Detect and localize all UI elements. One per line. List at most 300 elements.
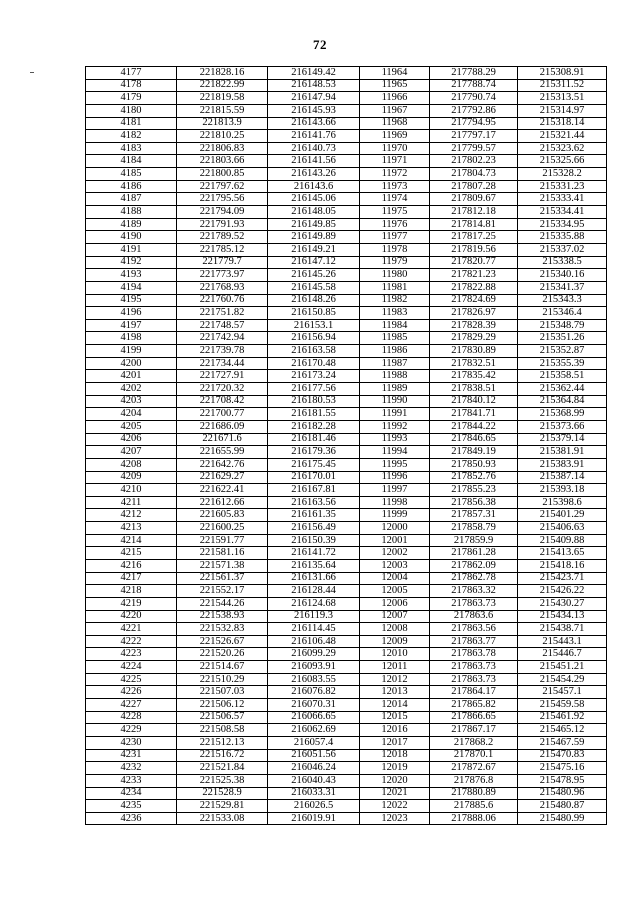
point-number-cell: 12017 [360,736,430,749]
y-coordinate-cell: 216148.05 [268,206,360,219]
point-number-cell: 4216 [86,559,177,572]
point-number-cell: 4203 [86,395,177,408]
point-number-cell: 4233 [86,774,177,787]
y-coordinate-cell: 215352.87 [518,345,607,358]
point-number-cell: 4200 [86,357,177,370]
x-coordinate-cell: 221532.83 [177,623,268,636]
y-coordinate-cell: 216173.24 [268,370,360,383]
point-number-cell: 11989 [360,383,430,396]
point-number-cell: 12013 [360,686,430,699]
y-coordinate-cell: 216147.94 [268,92,360,105]
y-coordinate-cell: 216119.3 [268,610,360,623]
point-number-cell: 12000 [360,522,430,535]
x-coordinate-cell: 217809.67 [430,193,518,206]
point-number-cell: 4224 [86,661,177,674]
table-row [86,572,607,585]
x-coordinate-cell: 221512.13 [177,736,268,749]
y-coordinate-cell: 215423.71 [518,572,607,585]
point-number-cell: 12023 [360,812,430,825]
table-row [86,471,607,484]
x-coordinate-cell: 221525.38 [177,774,268,787]
x-coordinate-cell: 217840.12 [430,395,518,408]
y-coordinate-cell: 215373.66 [518,420,607,433]
y-coordinate-cell: 215341.37 [518,281,607,294]
y-coordinate-cell: 216141.76 [268,130,360,143]
x-coordinate-cell: 217844.22 [430,420,518,433]
point-number-cell: 12001 [360,534,430,547]
x-coordinate-cell: 221806.83 [177,142,268,155]
point-number-cell: 4221 [86,623,177,636]
x-coordinate-cell: 221815.59 [177,104,268,117]
point-number-cell: 4226 [86,686,177,699]
table-row [86,130,607,143]
table-row [86,67,607,80]
x-coordinate-cell: 217788.29 [430,67,518,80]
x-coordinate-cell: 217863.32 [430,585,518,598]
point-number-cell: 4214 [86,534,177,547]
y-coordinate-cell: 216141.56 [268,155,360,168]
y-coordinate-cell: 216149.42 [268,67,360,80]
table-row [86,395,607,408]
point-number-cell: 12006 [360,597,430,610]
y-coordinate-cell: 215368.99 [518,408,607,421]
x-coordinate-cell: 217863.73 [430,661,518,674]
y-coordinate-cell: 216066.65 [268,711,360,724]
x-coordinate-cell: 221739.78 [177,345,268,358]
point-number-cell: 4211 [86,496,177,509]
x-coordinate-cell: 221520.26 [177,648,268,661]
x-coordinate-cell: 217841.71 [430,408,518,421]
y-coordinate-cell: 216156.49 [268,522,360,535]
y-coordinate-cell: 215446.7 [518,648,607,661]
x-coordinate-cell: 221791.93 [177,218,268,231]
table-row [86,522,607,535]
point-number-cell: 12003 [360,559,430,572]
table-row [86,307,607,320]
table-row [86,787,607,800]
point-number-cell: 11983 [360,307,430,320]
x-coordinate-cell: 217852.76 [430,471,518,484]
x-coordinate-cell: 221686.09 [177,420,268,433]
y-coordinate-cell: 215355.39 [518,357,607,370]
y-coordinate-cell: 215335.88 [518,231,607,244]
x-coordinate-cell: 221507.03 [177,686,268,699]
y-coordinate-cell: 215346.4 [518,307,607,320]
table-row [86,180,607,193]
x-coordinate-cell: 217828.39 [430,319,518,332]
x-coordinate-cell: 217888.06 [430,812,518,825]
point-number-cell: 11984 [360,319,430,332]
point-number-cell: 12018 [360,749,430,762]
point-number-cell: 11995 [360,458,430,471]
y-coordinate-cell: 215457.1 [518,686,607,699]
x-coordinate-cell: 221785.12 [177,243,268,256]
y-coordinate-cell: 216026.5 [268,800,360,813]
point-number-cell: 4177 [86,67,177,80]
y-coordinate-cell: 215308.91 [518,67,607,80]
point-number-cell: 4227 [86,699,177,712]
point-number-cell: 4215 [86,547,177,560]
x-coordinate-cell: 221600.25 [177,522,268,535]
point-number-cell: 12015 [360,711,430,724]
y-coordinate-cell: 215480.99 [518,812,607,825]
y-coordinate-cell: 215434.13 [518,610,607,623]
y-coordinate-cell: 216179.36 [268,446,360,459]
point-number-cell: 4189 [86,218,177,231]
x-coordinate-cell: 221516.72 [177,749,268,762]
point-number-cell: 4228 [86,711,177,724]
x-coordinate-cell: 217821.23 [430,269,518,282]
point-number-cell: 11968 [360,117,430,130]
table-row [86,319,607,332]
y-coordinate-cell: 216175.45 [268,458,360,471]
point-number-cell: 11997 [360,484,430,497]
y-coordinate-cell: 216150.85 [268,307,360,320]
y-coordinate-cell: 216177.56 [268,383,360,396]
point-number-cell: 4201 [86,370,177,383]
point-number-cell: 4204 [86,408,177,421]
table-row [86,231,607,244]
x-coordinate-cell: 217855.23 [430,484,518,497]
y-coordinate-cell: 216149.89 [268,231,360,244]
y-coordinate-cell: 216070.31 [268,699,360,712]
table-row [86,370,607,383]
y-coordinate-cell: 216145.26 [268,269,360,282]
x-coordinate-cell: 221727.91 [177,370,268,383]
point-number-cell: 11964 [360,67,430,80]
x-coordinate-cell: 217872.67 [430,762,518,775]
y-coordinate-cell: 215409.88 [518,534,607,547]
y-coordinate-cell: 216163.58 [268,345,360,358]
page-number: 72 [313,37,327,52]
x-coordinate-cell: 221544.26 [177,597,268,610]
x-coordinate-cell: 217863.77 [430,635,518,648]
point-number-cell: 4194 [86,281,177,294]
x-coordinate-cell: 221528.9 [177,787,268,800]
point-number-cell: 4188 [86,206,177,219]
point-number-cell: 12019 [360,762,430,775]
point-number-cell: 4222 [86,635,177,648]
y-coordinate-cell: 216140.73 [268,142,360,155]
point-number-cell: 11988 [360,370,430,383]
x-coordinate-cell: 221533.08 [177,812,268,825]
x-coordinate-cell: 217846.65 [430,433,518,446]
y-coordinate-cell: 216124.68 [268,597,360,610]
x-coordinate-cell: 221779.7 [177,256,268,269]
x-coordinate-cell: 217794.95 [430,117,518,130]
point-number-cell: 11967 [360,104,430,117]
x-coordinate-cell: 217880.89 [430,787,518,800]
y-coordinate-cell: 216145.93 [268,104,360,117]
point-number-cell: 11993 [360,433,430,446]
x-coordinate-cell: 221720.32 [177,383,268,396]
y-coordinate-cell: 216170.01 [268,471,360,484]
y-coordinate-cell: 216149.85 [268,218,360,231]
point-number-cell: 11994 [360,446,430,459]
x-coordinate-cell: 217799.57 [430,142,518,155]
x-coordinate-cell: 217797.17 [430,130,518,143]
y-coordinate-cell: 216135.64 [268,559,360,572]
point-number-cell: 4192 [86,256,177,269]
table-row [86,420,607,433]
y-coordinate-cell: 215338.5 [518,256,607,269]
point-number-cell: 4180 [86,104,177,117]
x-coordinate-cell: 221708.42 [177,395,268,408]
table-row [86,749,607,762]
point-number-cell: 11972 [360,168,430,181]
x-coordinate-cell: 221828.16 [177,67,268,80]
y-coordinate-cell: 216131.66 [268,572,360,585]
point-number-cell: 4190 [86,231,177,244]
x-coordinate-cell: 217824.69 [430,294,518,307]
table-row [86,800,607,813]
table-row [86,243,607,256]
x-coordinate-cell: 221506.12 [177,699,268,712]
y-coordinate-cell: 216051.56 [268,749,360,762]
x-coordinate-cell: 221700.77 [177,408,268,421]
y-coordinate-cell: 216033.31 [268,787,360,800]
y-coordinate-cell: 215413.65 [518,547,607,560]
x-coordinate-cell: 217863.56 [430,623,518,636]
y-coordinate-cell: 216153.1 [268,319,360,332]
table-row [86,547,607,560]
y-coordinate-cell: 216148.26 [268,294,360,307]
x-coordinate-cell: 221591.77 [177,534,268,547]
x-coordinate-cell: 217863.6 [430,610,518,623]
x-coordinate-cell: 217829.29 [430,332,518,345]
x-coordinate-cell: 221813.9 [177,117,268,130]
y-coordinate-cell: 216145.58 [268,281,360,294]
y-coordinate-cell: 216114.45 [268,623,360,636]
y-coordinate-cell: 216147.12 [268,256,360,269]
point-number-cell: 12005 [360,585,430,598]
table-row [86,623,607,636]
x-coordinate-cell: 217863.73 [430,673,518,686]
table-row [86,117,607,130]
y-coordinate-cell: 215381.91 [518,446,607,459]
y-coordinate-cell: 215321.44 [518,130,607,143]
y-coordinate-cell: 215461.92 [518,711,607,724]
point-number-cell: 11970 [360,142,430,155]
y-coordinate-cell: 215465.12 [518,724,607,737]
y-coordinate-cell: 216181.55 [268,408,360,421]
y-coordinate-cell: 215328.2 [518,168,607,181]
point-number-cell: 4217 [86,572,177,585]
y-coordinate-cell: 215438.71 [518,623,607,636]
point-number-cell: 4181 [86,117,177,130]
point-number-cell: 11982 [360,294,430,307]
point-number-cell: 4196 [86,307,177,320]
y-coordinate-cell: 215362.44 [518,383,607,396]
x-coordinate-cell: 217885.6 [430,800,518,813]
y-coordinate-cell: 215348.79 [518,319,607,332]
x-coordinate-cell: 221789.52 [177,231,268,244]
point-number-cell: 11979 [360,256,430,269]
x-coordinate-cell: 217863.78 [430,648,518,661]
y-coordinate-cell: 216148.53 [268,79,360,92]
x-coordinate-cell: 221671.6 [177,433,268,446]
y-coordinate-cell: 215379.14 [518,433,607,446]
y-coordinate-cell: 216083.55 [268,673,360,686]
x-coordinate-cell: 221734.44 [177,357,268,370]
x-coordinate-cell: 221822.99 [177,79,268,92]
point-number-cell: 12007 [360,610,430,623]
x-coordinate-cell: 217876.8 [430,774,518,787]
table-row [86,736,607,749]
x-coordinate-cell: 217864.17 [430,686,518,699]
point-number-cell: 12009 [360,635,430,648]
point-number-cell: 12011 [360,661,430,674]
point-number-cell: 11985 [360,332,430,345]
point-number-cell: 4184 [86,155,177,168]
point-number-cell: 4218 [86,585,177,598]
y-coordinate-cell: 215334.41 [518,206,607,219]
table-row [86,635,607,648]
point-number-cell: 12004 [360,572,430,585]
table-row [86,509,607,522]
x-coordinate-cell: 221768.93 [177,281,268,294]
y-coordinate-cell: 216057.4 [268,736,360,749]
y-coordinate-cell: 215364.84 [518,395,607,408]
point-number-cell: 11987 [360,357,430,370]
point-number-cell: 4207 [86,446,177,459]
y-coordinate-cell: 215387.14 [518,471,607,484]
y-coordinate-cell: 215480.87 [518,800,607,813]
x-coordinate-cell: 221655.99 [177,446,268,459]
table-row [86,762,607,775]
table-row [86,686,607,699]
x-coordinate-cell: 221773.97 [177,269,268,282]
y-coordinate-cell: 215314.97 [518,104,607,117]
x-coordinate-cell: 221538.93 [177,610,268,623]
table-row [86,79,607,92]
y-coordinate-cell: 215337.02 [518,243,607,256]
point-number-cell: 12022 [360,800,430,813]
y-coordinate-cell: 216143.6 [268,180,360,193]
table-row [86,155,607,168]
x-coordinate-cell: 221581.16 [177,547,268,560]
y-coordinate-cell: 215406.63 [518,522,607,535]
table-row [86,711,607,724]
point-number-cell: 4210 [86,484,177,497]
point-number-cell: 4213 [86,522,177,535]
x-coordinate-cell: 217817.25 [430,231,518,244]
y-coordinate-cell: 216040.43 [268,774,360,787]
point-number-cell: 4178 [86,79,177,92]
y-coordinate-cell: 216181.46 [268,433,360,446]
point-number-cell: 11991 [360,408,430,421]
point-number-cell: 4229 [86,724,177,737]
x-coordinate-cell: 221748.57 [177,319,268,332]
table-row [86,484,607,497]
point-number-cell: 4179 [86,92,177,105]
point-number-cell: 11966 [360,92,430,105]
point-number-cell: 12012 [360,673,430,686]
x-coordinate-cell: 217838.51 [430,383,518,396]
table-row [86,256,607,269]
point-number-cell: 12010 [360,648,430,661]
y-coordinate-cell: 215333.41 [518,193,607,206]
x-coordinate-cell: 221751.82 [177,307,268,320]
y-coordinate-cell: 215343.3 [518,294,607,307]
point-number-cell: 4230 [86,736,177,749]
point-number-cell: 11986 [360,345,430,358]
x-coordinate-cell: 221526.67 [177,635,268,648]
x-coordinate-cell: 221521.84 [177,762,268,775]
point-number-cell: 12002 [360,547,430,560]
point-number-cell: 4191 [86,243,177,256]
y-coordinate-cell: 216161.35 [268,509,360,522]
x-coordinate-cell: 217822.88 [430,281,518,294]
x-coordinate-cell: 221514.67 [177,661,268,674]
point-number-cell: 4206 [86,433,177,446]
x-coordinate-cell: 217788.74 [430,79,518,92]
x-coordinate-cell: 217856.38 [430,496,518,509]
table-row [86,458,607,471]
table-row [86,585,607,598]
table-row [86,724,607,737]
point-number-cell: 4209 [86,471,177,484]
table-row [86,104,607,117]
table-row [86,142,607,155]
table-row [86,774,607,787]
y-coordinate-cell: 215451.21 [518,661,607,674]
x-coordinate-cell: 221810.25 [177,130,268,143]
y-coordinate-cell: 215334.95 [518,218,607,231]
x-coordinate-cell: 217792.86 [430,104,518,117]
y-coordinate-cell: 216141.72 [268,547,360,560]
x-coordinate-cell: 217819.56 [430,243,518,256]
point-number-cell: 4198 [86,332,177,345]
y-coordinate-cell: 215340.16 [518,269,607,282]
point-number-cell: 4197 [86,319,177,332]
point-number-cell: 12021 [360,787,430,800]
table-row [86,345,607,358]
y-coordinate-cell: 215470.83 [518,749,607,762]
table-row [86,168,607,181]
point-number-cell: 11998 [360,496,430,509]
x-coordinate-cell: 221612.66 [177,496,268,509]
x-coordinate-cell: 221803.66 [177,155,268,168]
x-coordinate-cell: 221742.94 [177,332,268,345]
point-number-cell: 4220 [86,610,177,623]
table-row [86,218,607,231]
point-number-cell: 11976 [360,218,430,231]
point-number-cell: 4193 [86,269,177,282]
point-number-cell: 4219 [86,597,177,610]
point-number-cell: 4234 [86,787,177,800]
y-coordinate-cell: 215480.96 [518,787,607,800]
point-number-cell: 11973 [360,180,430,193]
x-coordinate-cell: 217861.28 [430,547,518,560]
x-coordinate-cell: 217867.17 [430,724,518,737]
x-coordinate-cell: 217832.51 [430,357,518,370]
y-coordinate-cell: 215478.95 [518,774,607,787]
x-coordinate-cell: 217863.73 [430,597,518,610]
point-number-cell: 11965 [360,79,430,92]
y-coordinate-cell: 215401.29 [518,509,607,522]
table-row [86,446,607,459]
y-coordinate-cell: 216019.91 [268,812,360,825]
point-number-cell: 11981 [360,281,430,294]
table-row [86,610,607,623]
y-coordinate-cell: 215398.6 [518,496,607,509]
x-coordinate-cell: 217830.89 [430,345,518,358]
x-coordinate-cell: 221552.17 [177,585,268,598]
x-coordinate-cell: 217820.77 [430,256,518,269]
y-coordinate-cell: 215467.59 [518,736,607,749]
table-row [86,534,607,547]
